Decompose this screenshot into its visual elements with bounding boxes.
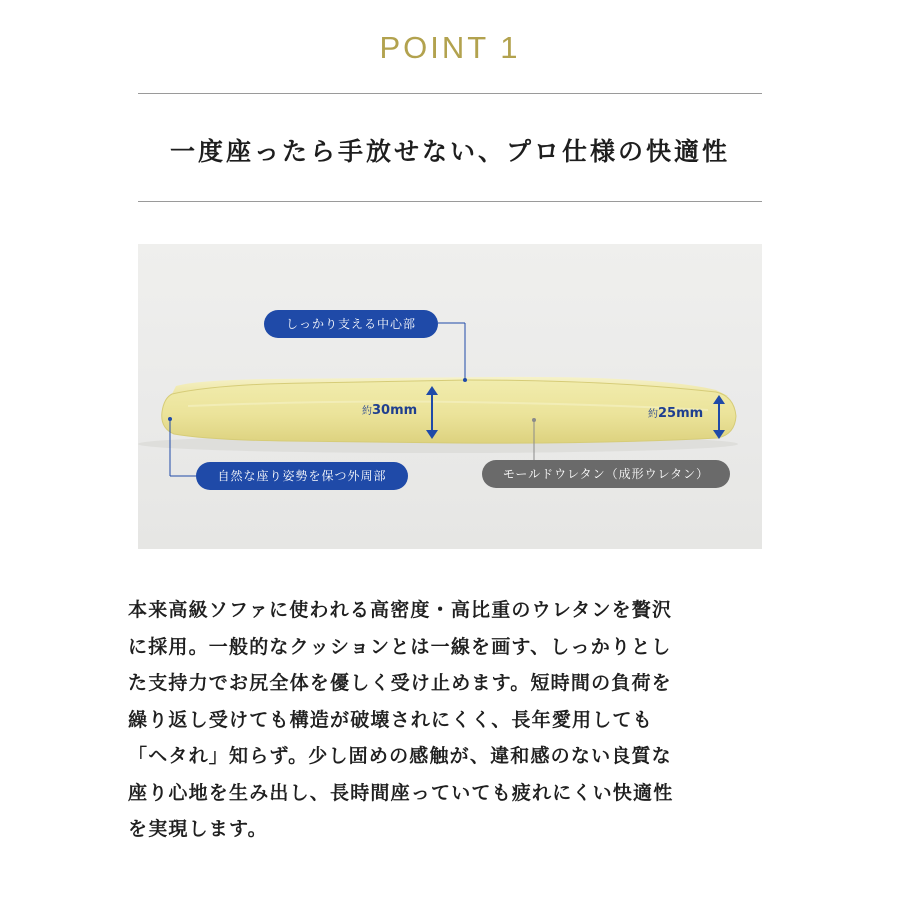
dimension-edge-value: 25mm bbox=[658, 406, 704, 421]
divider-top bbox=[138, 93, 762, 94]
cushion-figure bbox=[138, 244, 762, 549]
dimension-label-center bbox=[362, 402, 417, 418]
description-line: を実現します。 bbox=[128, 818, 268, 840]
description-line: 座り心地を生み出し、長時間座っていても疲れにくい快適性 bbox=[128, 781, 674, 804]
callout-center-support: しっかり支える中心部 bbox=[264, 310, 438, 338]
description-line: た支持力でお尻全体を優しく受け止めます。短時間の負荷を bbox=[128, 672, 672, 694]
callout-material: モールドウレタン（成形ウレタン） bbox=[482, 460, 730, 488]
dimension-center-prefix: 約 bbox=[362, 406, 372, 417]
description-line: 「ヘタれ」知らず。少し固めの感触が、違和感のない良質な bbox=[128, 745, 672, 767]
point-label: POINT 1 bbox=[379, 30, 521, 65]
callout-outer-edge: 自然な座り姿勢を保つ外周部 bbox=[196, 462, 408, 490]
dimension-center-value: 30mm bbox=[372, 403, 418, 418]
description-line: 繰り返し受けても構造が破壊されにくく、長年愛用しても bbox=[128, 708, 653, 731]
leader-center-dot bbox=[463, 378, 467, 382]
divider-bottom bbox=[138, 201, 762, 202]
headline: 一度座ったら手放せない、プロ仕様の快適性 bbox=[169, 137, 730, 166]
description-line: に採用。一般的なクッションとは一線を画す、しっかりとし bbox=[128, 635, 672, 658]
dimension-label-edge bbox=[648, 405, 703, 421]
description-line: 本来高級ソファに使われる高密度・高比重のウレタンを贅沢 bbox=[128, 599, 673, 621]
description-paragraph bbox=[128, 592, 778, 848]
cushion-illustration bbox=[138, 244, 762, 549]
dimension-edge-prefix: 約 bbox=[648, 409, 658, 420]
